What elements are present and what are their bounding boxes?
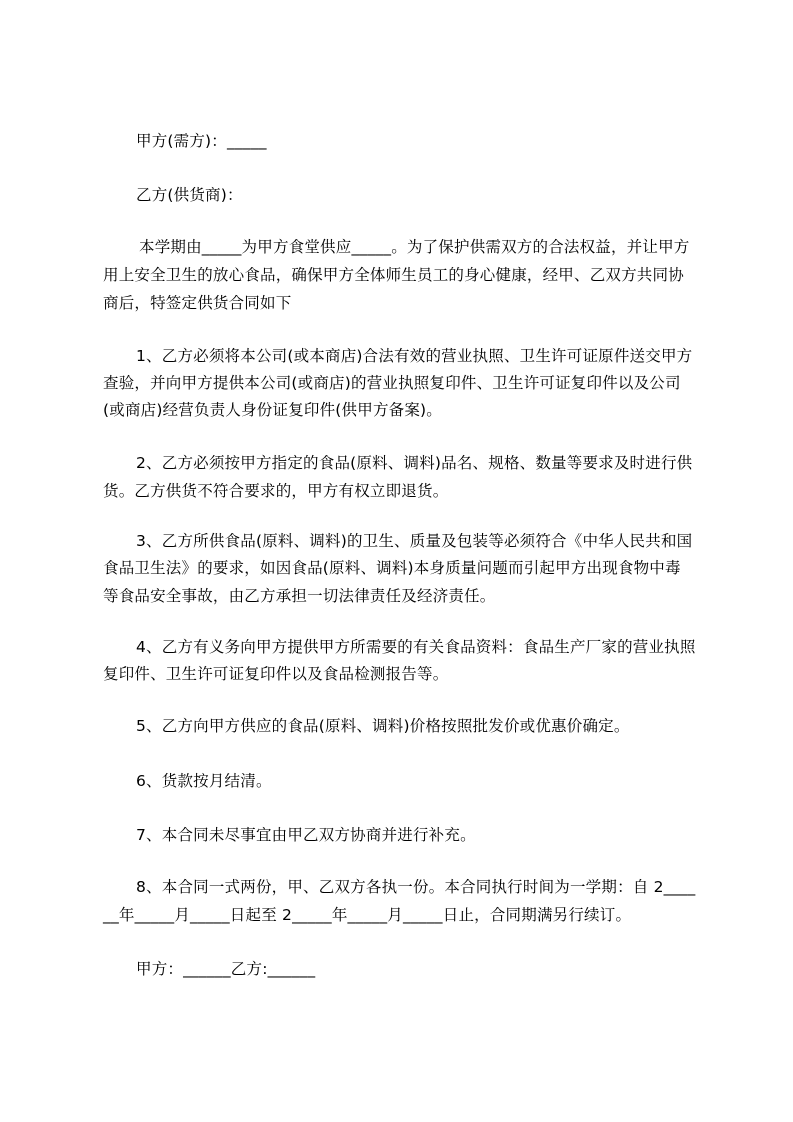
clause-line: 4、乙方有义务向甲方提供甲方所需要的有关食品资料：食品生产厂家的营业执照 bbox=[136, 638, 696, 656]
clause-line: 查验，并向甲方提供本公司(或商店)的营业执照复印件、卫生许可证复印件以及公司 bbox=[103, 374, 681, 392]
clause-7: 7、本合同未尽事宜由甲乙双方协商并进行补充。 bbox=[136, 826, 476, 844]
party-b-header: 乙方(供货商)： bbox=[136, 186, 243, 204]
clause-line: 复印件、卫生许可证复印件以及食品检测报告等。 bbox=[103, 665, 449, 683]
intro-line: 用上安全卫生的放心食品，确保甲方全体师生员工的身心健康，经甲、乙双方共同协 bbox=[103, 266, 684, 284]
clause-line: 3、乙方所供食品(原料、调料)的卫生、质量及包装等必须符合《中华人民共和国 bbox=[136, 532, 693, 550]
signature-line: 甲方：______乙方:______ bbox=[136, 960, 316, 978]
clause-line: 货。乙方供货不符合要求的，甲方有权立即退货。 bbox=[103, 482, 449, 500]
intro-line: 商后，特签定供货合同如下 bbox=[103, 294, 292, 312]
clause-5: 5、乙方向甲方供应的食品(原料、调料)价格按照批发价或优惠价确定。 bbox=[136, 717, 630, 735]
clause-line: 1、乙方必须将本公司(或本商店)合法有效的营业执照、卫生许可证原件送交甲方 bbox=[136, 347, 693, 365]
party-a-header: 甲方(需方)：_____ bbox=[136, 132, 267, 150]
clause-line: (或商店)经营负责人身份证复印件(供甲方备案)。 bbox=[103, 401, 442, 419]
clause-6: 6、货款按月结清。 bbox=[136, 772, 272, 790]
clause-line: 食品卫生法》的要求，如因食品(原料、调料)本身质量问题而引起甲方出现食物中毒 bbox=[103, 559, 681, 577]
clause-line: 等食品安全事故，由乙方承担一切法律责任及经济责任。 bbox=[103, 587, 496, 605]
clause-line: 8、本合同一式两份，甲、乙双方各执一份。本合同执行时间为一学期：自 2____ bbox=[136, 878, 696, 896]
clause-line: 2、乙方必须按甲方指定的食品(原料、调料)品名、规格、数量等要求及时进行供 bbox=[136, 454, 693, 472]
clause-line: __年_____月_____日起至 2_____年_____月_____日止，合同期满另行续订。 bbox=[103, 906, 632, 924]
intro-line: 本学期由_____为甲方食堂供应_____。为了保护供需双方的合法权益，并让甲方 bbox=[139, 238, 690, 256]
